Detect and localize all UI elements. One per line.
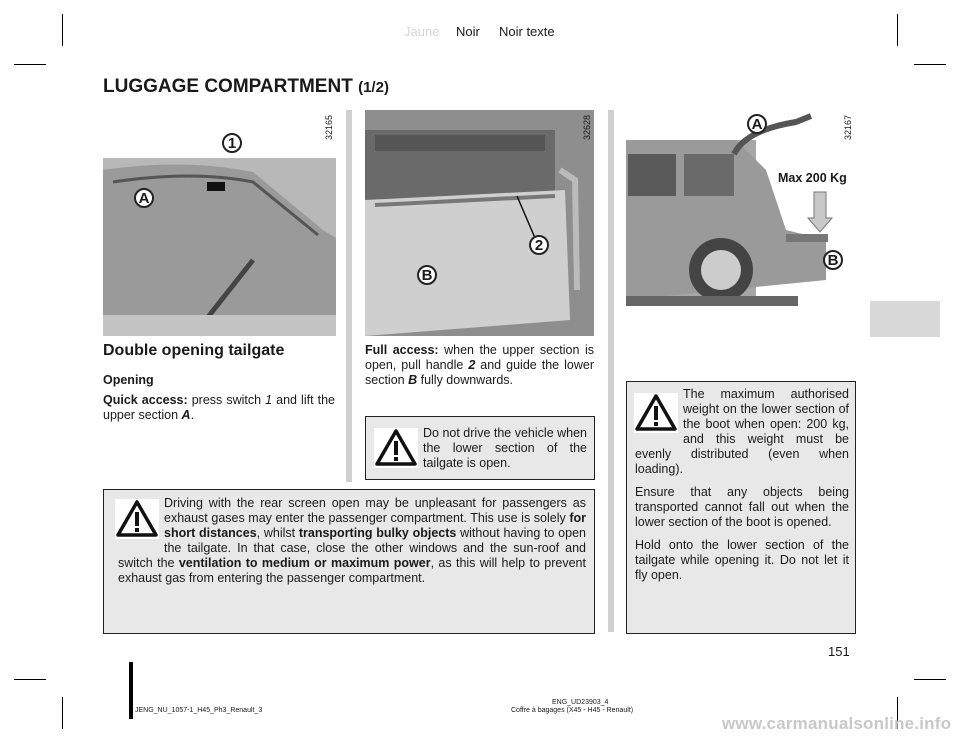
crop-mark	[62, 14, 63, 46]
crop-mark	[897, 14, 898, 46]
crop-mark	[14, 679, 46, 680]
quick-access-text	[103, 393, 335, 423]
page-number: 151	[828, 644, 850, 659]
quick-end: .	[190, 408, 195, 422]
column-divider	[346, 110, 352, 482]
column-divider	[608, 110, 614, 632]
warning-small-text: Do not drive the vehicle when the lower section of the tailgate is open.	[423, 426, 587, 470]
opening-subheading: Opening	[103, 373, 154, 387]
title-part: (1/2)	[358, 79, 389, 96]
warning-box-small	[365, 416, 595, 480]
full-text-1: when the upper section is open, pull handle	[365, 343, 594, 372]
quick-access-label: Quick access:	[103, 393, 188, 407]
large-bold-1: for short distances	[164, 511, 586, 540]
crop-mark	[62, 697, 63, 729]
header-noir-texte: Noir texte	[499, 24, 555, 39]
quick-num: 1	[265, 393, 273, 407]
quick-text-2: and lift the upper section	[103, 393, 335, 422]
image-code: 32165	[324, 114, 334, 140]
quick-text-1: press switch	[187, 393, 266, 407]
large-text-3: without having to open the tailgate. In that case, close the other windows and the sun-roof and switch the	[118, 526, 586, 570]
max-weight-image	[626, 110, 856, 320]
right-para-3: Hold onto the lower section of the tailgate while opening it. Do not let it fly open.	[635, 538, 849, 582]
callout-b: B	[417, 265, 437, 285]
footer-left: JENG_NU_1057-1_H45_Ph3_Renault_3	[135, 707, 263, 714]
chapter-tab	[870, 301, 940, 337]
full-access-text	[365, 343, 594, 388]
warning-box-large	[103, 489, 595, 634]
warning-large-text	[118, 496, 586, 586]
full-access-label: Full access:	[365, 343, 439, 357]
large-text-2: , whilst	[256, 526, 299, 540]
section-heading: Double opening tailgate	[103, 342, 285, 359]
footer-right-1: ENG_UD23903_4	[552, 699, 609, 706]
title-main: LUGGAGE COMPARTMENT	[103, 76, 353, 97]
car-illustration	[626, 110, 856, 320]
image-code: 32628	[582, 114, 592, 140]
callout-b: B	[823, 250, 843, 270]
large-text-4: , as this will help to prevent exhaust gas from entering the passenger compartment.	[118, 556, 586, 585]
large-text-1: Driving with the rear screen open may be unpleasant for passengers as exhaust gases may enter the passenger compartment. This use is solely	[164, 496, 586, 525]
full-num: 2	[468, 358, 476, 372]
right-para-2: Ensure that any objects being transported cannot fall out when the lower section of the boot is opened.	[635, 485, 849, 529]
warning-right-text	[635, 387, 849, 583]
header-jaune: Jaune	[404, 24, 440, 39]
boot-handle-image	[365, 110, 594, 336]
large-bold-2: transporting bulky objects	[298, 526, 457, 540]
page-title	[103, 76, 389, 98]
callout-2: 2	[529, 235, 549, 255]
watermark: www.carmanualsonline.info	[722, 714, 952, 733]
callout-1: 1	[222, 133, 242, 153]
header-noir: Noir	[456, 24, 480, 39]
footer-right-2: Coffre à bagages (X45 - H45 - Renault)	[511, 707, 634, 714]
full-text-3: fully downwards.	[417, 373, 513, 387]
footer-bar	[129, 662, 133, 719]
callout-a: A	[134, 188, 154, 208]
quick-letter: A	[181, 408, 191, 422]
image-code: 32167	[843, 114, 853, 140]
crop-mark	[914, 64, 946, 65]
crop-mark	[914, 679, 946, 680]
tailgate-switch-image	[103, 110, 336, 336]
float-spacer	[635, 387, 683, 445]
crop-mark	[14, 64, 46, 65]
boot-illustration	[365, 110, 594, 336]
large-bold-3: ventilation to medium or maximum power	[178, 556, 431, 570]
right-para-1: The maximum authorised weight on the lower section of the boot when open: 200 kg, and this weight must be evenly distributed (even when loading).	[635, 387, 849, 476]
callout-a: A	[747, 114, 767, 134]
warning-icon	[374, 428, 418, 468]
full-text-2: and guide the lower section	[365, 358, 594, 387]
max-weight-caption: Max 200 Kg	[778, 171, 847, 185]
float-spacer	[118, 496, 164, 556]
full-letter: B	[408, 373, 418, 387]
tailgate-illustration	[103, 110, 336, 336]
warning-box-right	[626, 381, 856, 634]
